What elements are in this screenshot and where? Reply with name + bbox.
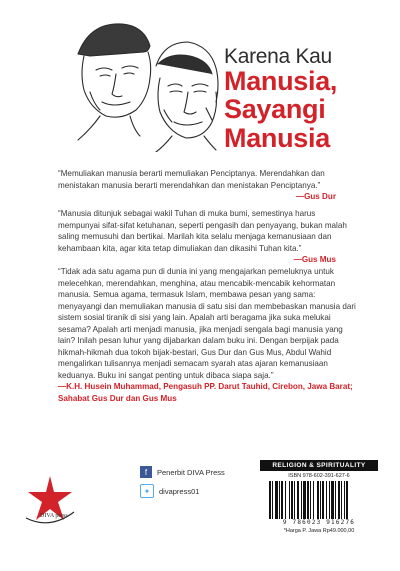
barcode-panel <box>260 460 378 534</box>
barcode-bar <box>344 481 345 519</box>
barcode-bar <box>269 481 271 519</box>
quote-text: “Memuliakan manusia berarti memuliakan Penciptanya. Merendahkan dan menistakan manusia berarti merendahkan dan menistakan Penciptanya.” <box>58 169 325 190</box>
barcode-bar <box>275 481 278 519</box>
barcode-bar <box>272 481 273 519</box>
twitter-label: divapress01 <box>159 486 200 496</box>
barcode-bar <box>291 481 293 519</box>
barcode-bar <box>303 481 306 519</box>
barcode-bar <box>329 481 330 519</box>
diva-press-logo <box>20 470 80 530</box>
facebook-label: Penerbit DIVA Press <box>157 467 225 477</box>
barcode-bar <box>289 481 290 519</box>
barcode-bar <box>322 481 324 519</box>
price-label: *Harga P. Jawa Rp49.000,00 <box>283 528 355 534</box>
barcode-bar <box>326 481 327 519</box>
barcode-bar <box>313 481 314 519</box>
book-title <box>224 46 394 152</box>
title-line-1: Karena Kau <box>224 45 332 68</box>
barcode-bar <box>335 481 336 519</box>
twitter-icon: ✦ <box>140 484 154 498</box>
barcode-bar <box>346 481 348 519</box>
quote-attribution: —Gus Dur <box>295 192 336 201</box>
quote-attribution: —Gus Mus <box>293 255 336 264</box>
isbn-text: ISBN 978-602-391-627-6 <box>288 473 350 479</box>
barcode-bar <box>307 481 309 519</box>
barcode <box>267 481 371 519</box>
barcode-bar <box>281 481 283 519</box>
quote-gus-mus <box>58 208 358 266</box>
title-line-2: Manusia, <box>224 66 338 96</box>
barcode-digits: 9 786023 916276 <box>282 519 356 526</box>
portrait-illustration <box>60 12 228 152</box>
facebook-icon: f <box>140 466 152 478</box>
quote-attribution: —K.H. Husein Muhammad, Pengasuh PP. Darut Tauhid, Cirebon, Jawa Barat; Sahabat Gus Dur dan Gus Mus <box>58 382 353 403</box>
barcode-bar <box>310 481 311 519</box>
title-line-4: Manusia <box>224 122 330 153</box>
quote-text: “Tidak ada satu agama pun di dunia ini yang mengajarkan pemeluknya untuk melecehkan, merendahkan, menghina, atau mencabik-mencabik kehormatan manusia. Semua agama, termasuk Islam, membawa pesan yang sama: menyayangi dan memuliakan manusia di satu sisi dan membebaskan manusia dari sistem sosial tiranik di sisi yang lain. Apalah arti beragama jika suka melukai sesama? Apalah arti menjadi manusia, jika menjadi sengala bagi manusia yang lain? Inilah pesan luhur yang dijabarkan dalam buku ini. Dengan berpijak pada hikmah-hikmah dua tokoh bijak-bestari, Gus Dur dan Gus Mus, Abdul Wahid mengalirkan tulisannya menjadi semacam syarah atas ajaran kemanusiaan keduanya. Buku ini sangat penting untuk dibaca siapa saja.” <box>58 267 356 380</box>
barcode-bar <box>338 481 340 519</box>
title-line-3: Sayangi <box>224 94 326 125</box>
quote-text: “Manusia ditunjuk sebagai wakil Tuhan di muka bumi, semestinya harus mempunyai sifat-sifat ketuhanan, seperti pengasih dan penyayang, bukan malah saling memusuhi dan bertikai. Marilah kita selalu menjaga kemanusiaan dan kehambaan kita, agar kita tetap dimuliakan dan dikasihi Tuhan kita.” <box>58 209 347 253</box>
barcode-bar <box>317 481 319 519</box>
quote-husein-muhammad <box>58 266 358 404</box>
barcode-bar <box>297 481 299 519</box>
barcode-bar <box>320 481 321 519</box>
category-label: RELIGION & SPIRITUALITY <box>260 460 378 471</box>
barcode-bar <box>331 481 334 519</box>
twitter-link[interactable] <box>140 484 199 498</box>
barcode-bar <box>301 481 302 519</box>
logo-text: DIVA press <box>40 513 68 519</box>
quote-gus-dur <box>58 168 358 203</box>
barcode-bar <box>294 481 295 519</box>
barcode-bar <box>341 481 342 519</box>
barcode-bar <box>285 481 286 519</box>
facebook-link[interactable] <box>140 466 225 478</box>
barcode-bar <box>279 481 280 519</box>
